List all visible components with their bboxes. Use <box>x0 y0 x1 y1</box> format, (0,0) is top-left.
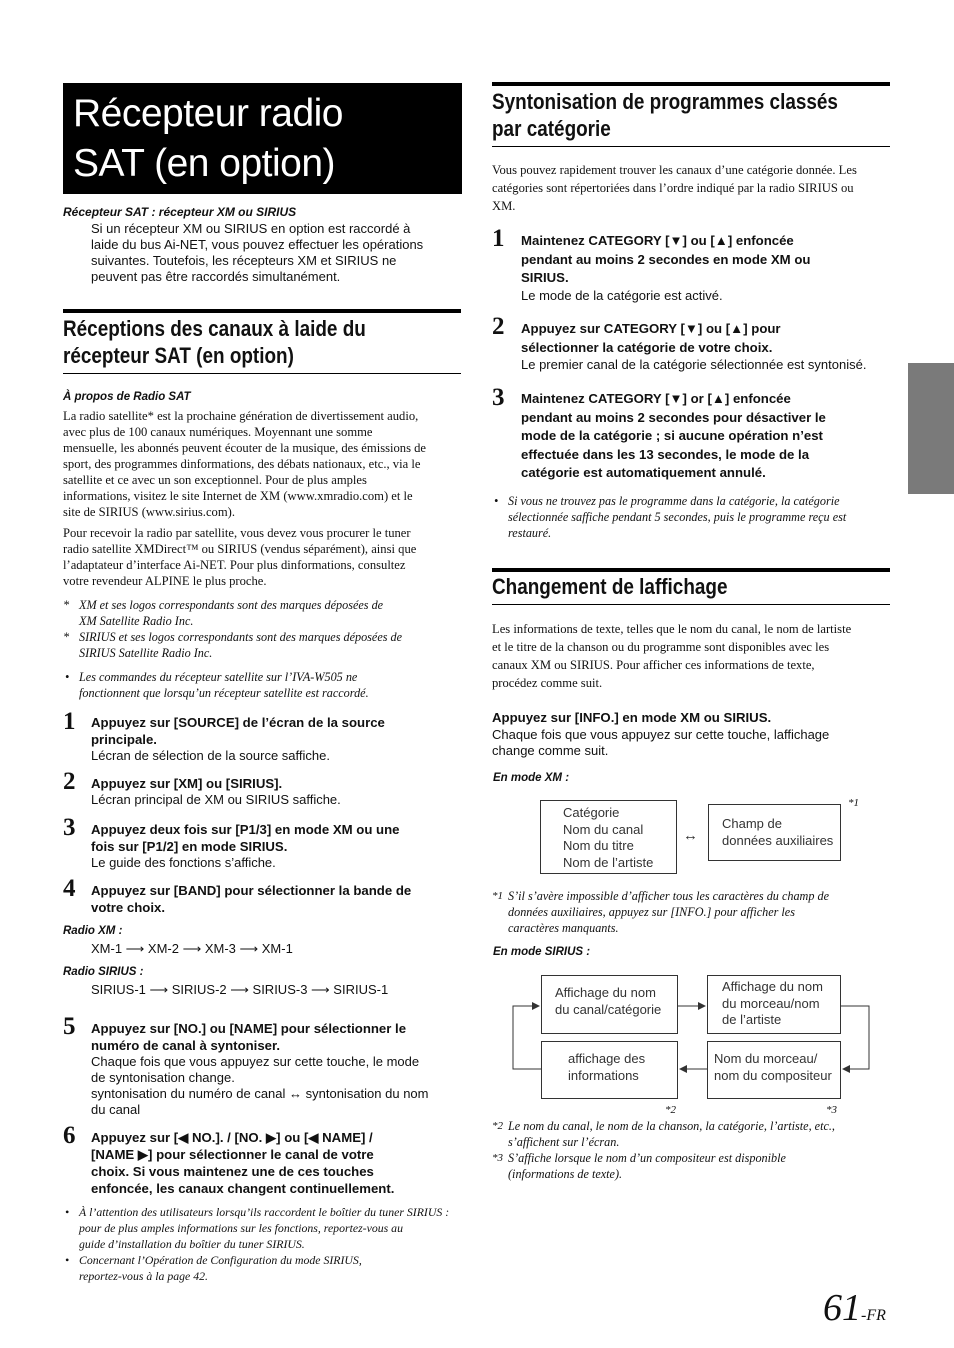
intro-line: Si un récepteur XM ou SIRIUS en option est raccordé à <box>91 221 411 236</box>
step-result: de syntonisation change. <box>91 1070 235 1085</box>
note-line: Concernant l’Opération de Configuration du mode SIRIUS, <box>79 1253 362 1267</box>
sirius-flow-arrows <box>500 990 880 1090</box>
section-rule-bottom <box>63 373 461 374</box>
about-label: À propos de Radio SAT <box>63 391 191 403</box>
xm-aux-box <box>708 804 841 861</box>
note-line: À l’attention des utilisateurs lorsqu’ils raccordent le boîtier du tuner SIRIUS : <box>79 1205 450 1219</box>
para-line: procédez comme suit. <box>492 676 603 690</box>
step-number: 3 <box>492 384 505 411</box>
step-number: 1 <box>492 225 505 252</box>
note-line: XM et ses logos correspondants sont des marques déposées de <box>79 598 384 612</box>
para-line: Vous pouvez rapidement trouver les canaux d’une catégorie donnée. Les <box>492 163 857 177</box>
bidirectional-arrow-icon: ↔ <box>683 827 698 844</box>
step-result: du canal <box>91 1102 141 1117</box>
para-line: radio satellite XMDirect™ ou SIRIUS (vendus séparément), ainsi que <box>63 542 417 556</box>
step-instruction: mode de la catégorie ; si aucune opération n’est <box>521 428 823 444</box>
step-instruction: [NAME ▶] pour sélectionner le canal de votre <box>91 1147 374 1162</box>
page-title-line1: Récepteur radio <box>73 92 343 135</box>
xm-mode-label: En mode XM : <box>493 772 570 784</box>
trademark-note: * XM et ses logos correspondants sont des marques déposées de XM Satellite Radio Inc. <box>63 597 463 629</box>
xm-display-box <box>540 800 677 874</box>
step-instruction: effectuée dans les 13 secondes, le mode de la <box>521 446 810 462</box>
box-line: de l’artiste <box>722 1012 782 1027</box>
sirius-footnote <box>492 1150 892 1182</box>
step-result: Le mode de la catégorie est activé. <box>521 287 723 303</box>
footnote-mark: *1 <box>492 890 503 902</box>
para-line: La radio satellite* est la prochaine génération de divertissement audio, <box>63 409 419 423</box>
section3-heading: Changement de laffichage <box>492 574 728 599</box>
step-instruction: fois sur [P1/2] en mode SIRIUS. <box>91 839 288 854</box>
para-line: Chaque fois que vous appuyez sur cette touche, laffichage <box>492 727 830 742</box>
heading-line: par catégorie <box>492 116 611 141</box>
note-line: Les commandes du récepteur satellite sur l’IVA-W505 ne <box>79 670 358 684</box>
note-line: sélectionnée saffiche pendant 5 secondes, puis le programme reçu est <box>508 510 847 524</box>
radio-sirius-label: Radio SIRIUS : <box>63 966 144 978</box>
para-line: mensuelle, les abonnés peuvent écouter de la musique, des émissions de <box>63 441 427 455</box>
step-instruction: Appuyez sur [SOURCE] de l’écran de la source <box>91 715 385 730</box>
note-line: Si vous ne trouvez pas le programme dans la catégorie, la catégorie <box>508 494 840 508</box>
step-instruction: sélectionner la catégorie de votre choix. <box>521 339 773 355</box>
para-line: Pour recevoir la radio par satellite, vous devez vous procurer le tuner <box>63 526 411 540</box>
box-line: du canal/catégorie <box>555 1001 662 1017</box>
note-line: guide d’installation du boîtier du tuner SIRIUS. <box>79 1237 305 1251</box>
about-para2 <box>63 525 463 589</box>
section2-intro <box>492 161 892 215</box>
heading-line: récepteur SAT (en option) <box>63 343 294 368</box>
para-line: l’adaptateur d’interface Ai-NET. Pour plus dinformations, consultez <box>63 558 406 572</box>
trademark-note: * SIRIUS et ses logos correspondants sont des marques déposées de SIRIUS Satellite Radio Inc. <box>63 629 463 661</box>
xm-footnote <box>492 888 892 936</box>
arrow-up-loop <box>513 1006 541 1069</box>
step-4 <box>91 882 466 916</box>
note-line: restauré. <box>508 526 552 540</box>
para-line: satellite et ce avec un son exceptionnel. Pour de plus amples <box>63 473 367 487</box>
intro-line: peuvent pas être raccordés simultanément. <box>91 269 341 284</box>
box-line: Nom du titre <box>563 838 634 853</box>
sirius-mode-label: En mode SIRIUS : <box>493 946 591 958</box>
step-instruction: Appuyez sur [XM] ou [SIRIUS]. <box>91 776 283 791</box>
step-instruction: Appuyez sur [NO.] ou [NAME] pour sélectionner le <box>91 1021 407 1036</box>
category-step-2 <box>521 320 896 373</box>
para-line: sport, des programmes dinformations, des débats nationaux, etc., via le <box>63 457 421 471</box>
step-result: Le guide des fonctions s’affiche. <box>91 855 276 870</box>
box-line: Nom du morceau/ <box>714 1051 818 1066</box>
footnote-mark: *2 <box>665 1104 676 1116</box>
radio-xm-label: Radio XM : <box>63 925 123 937</box>
step-instruction: Appuyez sur CATEGORY [▼] ou [▲] pour <box>521 321 781 336</box>
note-line: s’affichent sur l’écran. <box>508 1135 620 1149</box>
step-number: 2 <box>492 313 505 340</box>
step-number: 5 <box>63 1013 76 1040</box>
heading-line: Réceptions des canaux à laide du <box>63 316 366 341</box>
step-result: Chaque fois que vous appuyez sur cette touche, le mode <box>91 1054 420 1069</box>
trademark-notes <box>63 597 463 661</box>
note-line: SIRIUS Satellite Radio Inc. <box>79 646 213 660</box>
end-notes <box>63 1204 463 1284</box>
page-number-suffix: -FR <box>861 1307 886 1324</box>
para-line: canaux XM ou SIRIUS. Pour afficher ces informations de texte, <box>492 658 815 672</box>
note-line: XM Satellite Radio Inc. <box>79 614 194 628</box>
note-line: caractères manquants. <box>508 921 619 935</box>
side-tab <box>908 363 954 494</box>
para-line: site de SIRIUS (www.sirius.com). <box>63 505 235 519</box>
note-line: S’affiche lorsque le nom d’un compositeur est disponible <box>508 1151 786 1165</box>
info-action-text <box>492 727 892 759</box>
step-instruction: votre choix. <box>91 900 166 915</box>
step-3 <box>91 821 466 871</box>
sirius-footnotes <box>492 1118 892 1182</box>
step-result: Lécran de sélection de la source saffiche. <box>91 748 330 763</box>
section-rule-top <box>63 309 461 313</box>
note-line: pour de plus amples informations sur les fonctions, reportez-vous au <box>79 1221 403 1235</box>
section-rule-top <box>492 568 890 572</box>
about-para1 <box>63 408 463 520</box>
step-number: 1 <box>63 708 76 735</box>
section-rule-bottom <box>492 146 890 147</box>
box-line: du morceau/nom <box>722 995 820 1011</box>
para-line: avec plus de 100 canaux numériques. Moyennant une somme <box>63 425 373 439</box>
box-line: données auxiliaires <box>722 832 834 848</box>
step-instruction: Appuyez sur [◀ NO.]. / [NO. ▶] ou [◀ NAME] / <box>91 1130 373 1145</box>
box-line: Affichage du nom <box>722 979 823 994</box>
footnote-mark: *2 <box>492 1120 503 1132</box>
step-instruction: numéro de canal à syntoniser. <box>91 1038 281 1053</box>
heading-line: Syntonisation de programmes classés <box>492 89 838 114</box>
step-instruction: pendant au moins 2 secondes pour désactiver le <box>521 409 826 425</box>
para-line: et le titre de la chanson ou du programme sont disponibles avec les <box>492 640 830 654</box>
end-note: • Concernant l’Opération de Configuration du mode SIRIUS, reportez-vous à la page 42. <box>63 1252 463 1284</box>
sirius-footnote <box>492 1118 892 1150</box>
step-instruction: Appuyez deux fois sur [P1/3] en mode XM ou une <box>91 822 400 837</box>
step-number: 3 <box>63 814 76 841</box>
note-line: S’il s’avère impossible d’afficher tous les caractères du champ de <box>508 889 829 903</box>
section-rule-top <box>492 82 890 86</box>
box-line: Nom de l’artiste <box>563 854 654 870</box>
page-number-value: 61 <box>823 1287 861 1329</box>
step-result: Lécran principal de XM ou SIRIUS saffiche. <box>91 792 341 807</box>
note-line: reportez-vous à la page 42. <box>79 1269 208 1283</box>
para-line: Les informations de texte, telles que le nom du canal, le nom de lartiste <box>492 622 852 636</box>
arrow-down-back <box>841 1006 869 1069</box>
step-instruction: enfoncée, les canaux changent continuellement. <box>91 1181 395 1196</box>
section1-heading <box>63 315 366 369</box>
section3-intro <box>492 620 892 692</box>
step-instruction: principale. <box>91 732 157 747</box>
footnote-mark: *3 <box>492 1152 503 1164</box>
step-instruction: pendant au moins 2 secondes en mode XM ou <box>521 251 811 267</box>
step-instruction: Maintenez CATEGORY [▼] ou [▲] enfoncée <box>521 233 794 248</box>
step-number: 6 <box>63 1122 76 1149</box>
note-line: fonctionnent que lorsqu’un récepteur satellite est raccordé. <box>79 686 369 700</box>
para-line: catégories sont répertoriées dans l’ordre indiqué par la radio SIRIUS ou <box>492 181 854 195</box>
step-1 <box>91 714 466 764</box>
step-instruction: catégorie est automatiquement annulé. <box>521 465 766 481</box>
page-title-box <box>63 83 462 194</box>
step-6 <box>91 1129 466 1197</box>
page-number <box>823 1286 886 1330</box>
para-line: votre revendeur ALPINE le plus proche. <box>63 574 267 588</box>
box-line: nom du compositeur <box>714 1067 832 1083</box>
note-line: données auxiliaires, appuyez sur [INFO.] pour afficher les <box>508 905 795 919</box>
box-line: Champ de <box>722 816 782 831</box>
note-line: (informations de texte). <box>508 1167 623 1181</box>
box-line: Nom du canal <box>563 821 644 837</box>
step-result: syntonisation du numéro de canal ↔ syntonisation du nom <box>91 1086 429 1101</box>
radio-xm-sequence: XM-1 ⟶ XM-2 ⟶ XM-3 ⟶ XM-1 <box>91 941 293 956</box>
step-instruction: choix. Si vous maintenez une de ces touches <box>91 1164 374 1179</box>
intro-text <box>91 221 466 285</box>
step-number: 4 <box>63 875 76 902</box>
intro-line: laide du bus Ai-NET, vous pouvez effectuer les opérations <box>91 237 424 252</box>
step-2 <box>91 775 466 808</box>
footnote-mark: *3 <box>826 1104 837 1116</box>
category-step-1 <box>521 232 891 304</box>
footnote-mark: *1 <box>848 797 859 809</box>
end-note: • À l’attention des utilisateurs lorsqu’ils raccordent le boîtier du tuner SIRIUS : pour de plus amples informations sur les fonctions, reportez-vous au guide d’installation du boîtier du tuner SIRIUS. <box>63 1204 463 1252</box>
step-number: 2 <box>63 768 76 795</box>
intro-line: suivantes. Toutefois, les récepteurs XM et SIRIUS ne <box>91 253 397 268</box>
step-5 <box>91 1020 466 1118</box>
category-note: • Si vous ne trouvez pas le programme dans la catégorie, la catégorie sélectionnée saffiche pendant 5 secondes, puis le programme reçu est restauré. <box>492 493 892 541</box>
step-instruction: SIRIUS. <box>521 270 569 285</box>
satellite-note: • Les commandes du récepteur satellite sur l’IVA-W505 ne fonctionnent que lorsqu’un récepteur satellite est raccordé. <box>63 669 463 701</box>
note-line: Le nom du canal, le nom de la chanson, la catégorie, l’artiste, etc., <box>508 1119 835 1133</box>
box-line: Catégorie <box>563 805 620 820</box>
para-line: change comme suit. <box>492 743 609 758</box>
step-result: Le premier canal de la catégorie sélectionnée est syntonisé. <box>521 357 867 372</box>
intro-label: Récepteur SAT : récepteur XM ou SIRIUS <box>63 205 297 219</box>
info-action: Appuyez sur [INFO.] en mode XM ou SIRIUS. <box>492 710 772 725</box>
note-line: SIRIUS et ses logos correspondants sont des marques déposées de <box>79 630 403 644</box>
para-line: informations, visitez le site Internet de XM (www.xmradio.com) et le <box>63 489 413 503</box>
section2-heading <box>492 88 838 142</box>
box-line: informations <box>568 1067 639 1083</box>
step-instruction: Maintenez CATEGORY [▼] or [▲] enfoncée <box>521 391 791 406</box>
box-line: Affichage du nom <box>555 985 656 1000</box>
box-line: affichage des <box>568 1051 646 1066</box>
para-line: XM. <box>492 199 516 213</box>
section-rule-bottom <box>492 604 890 605</box>
page-title-line2: SAT (en option) <box>73 142 336 185</box>
step-instruction: Appuyez sur [BAND] pour sélectionner la bande de <box>91 883 412 898</box>
category-step-3 <box>521 390 891 483</box>
radio-sirius-sequence: SIRIUS-1 ⟶ SIRIUS-2 ⟶ SIRIUS-3 ⟶ SIRIUS-1 <box>91 982 389 997</box>
